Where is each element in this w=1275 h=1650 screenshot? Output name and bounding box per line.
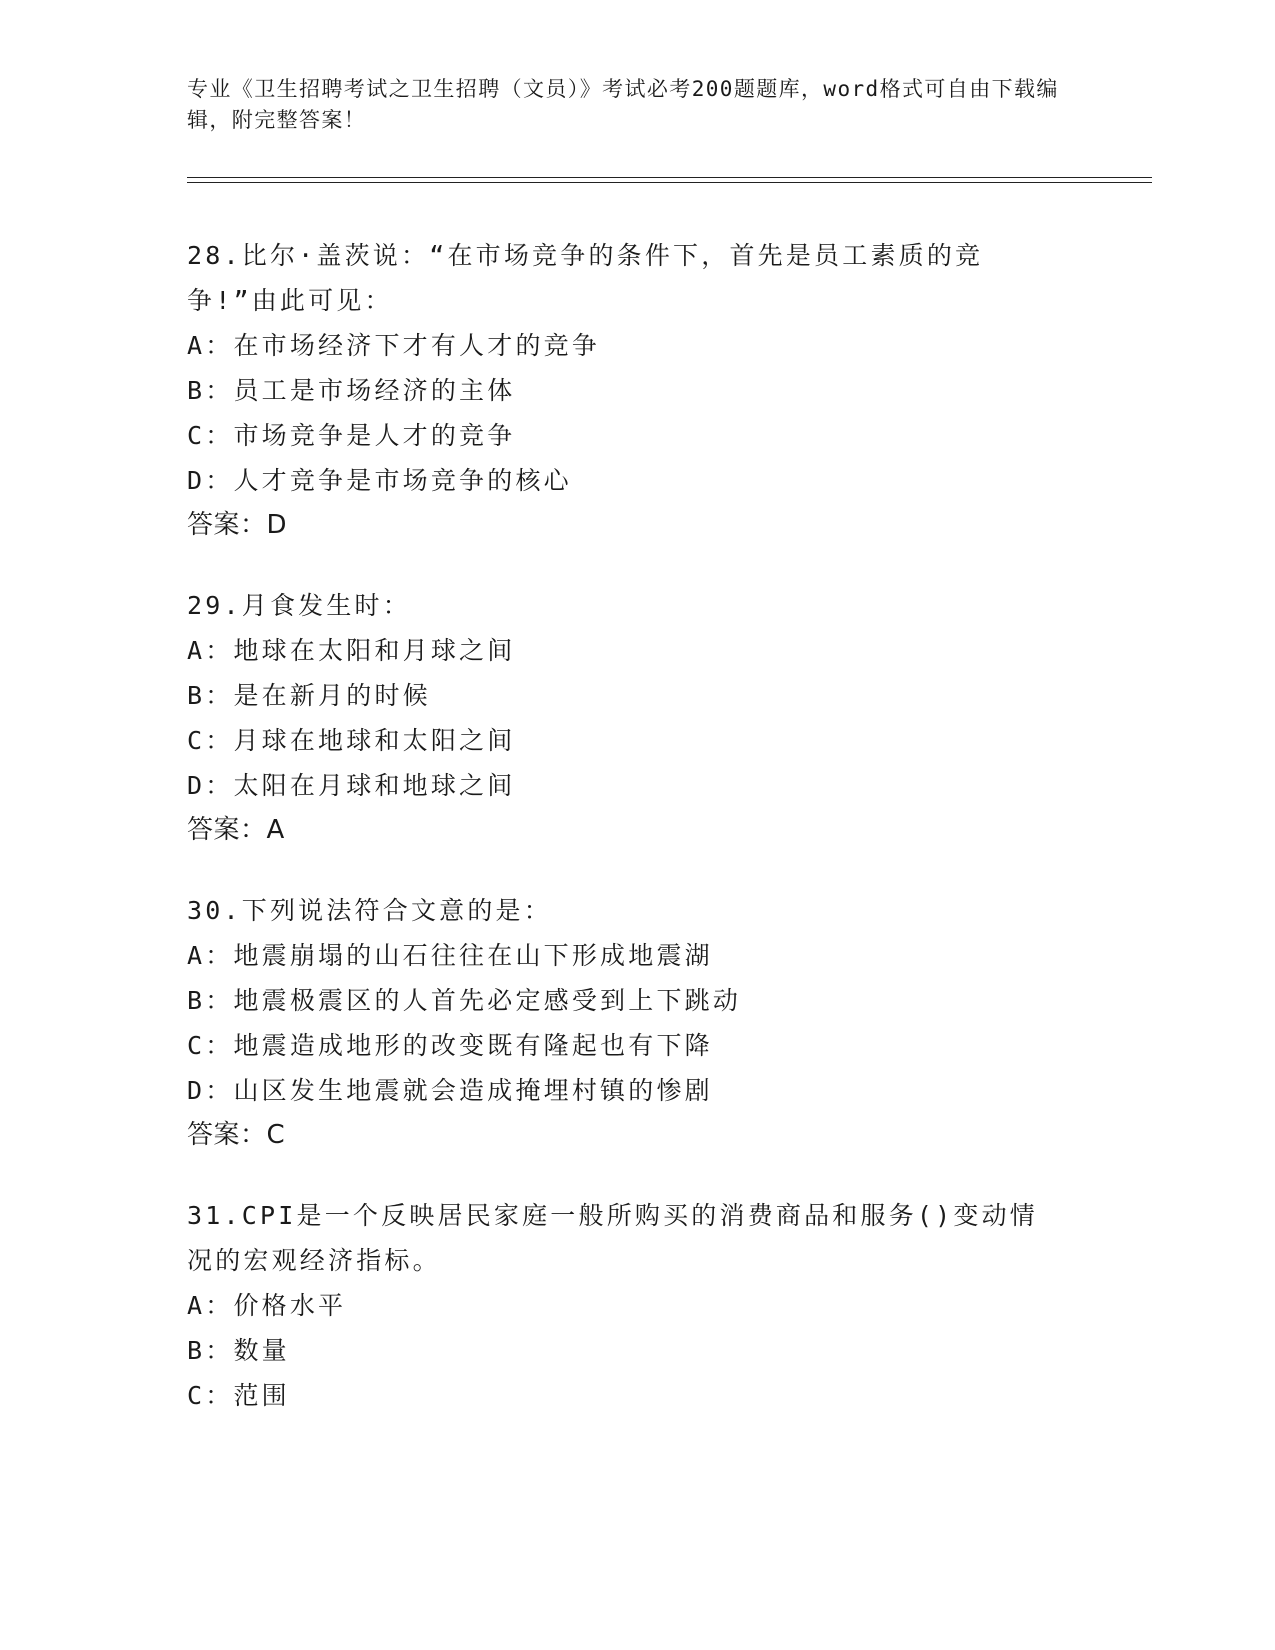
question-stem: 30.下列说法符合文意的是： <box>187 896 552 925</box>
option-d: D：山区发生地震就会造成掩埋村镇的惨剧 <box>187 1076 713 1105</box>
option-c: C：月球在地球和太阳之间 <box>187 726 516 755</box>
option-c: C：地震造成地形的改变既有隆起也有下降 <box>187 1031 713 1060</box>
option-b: B：员工是市场经济的主体 <box>187 376 516 405</box>
option-b: B：是在新月的时候 <box>187 681 431 710</box>
question-30 <box>187 888 1087 1158</box>
answer-line: 答案：C <box>187 1120 286 1150</box>
question-list <box>187 233 1087 1453</box>
question-stem: 29.月食发生时： <box>187 591 411 620</box>
option-c: C：市场竞争是人才的竞争 <box>187 421 516 450</box>
option-b: B：数量 <box>187 1336 290 1365</box>
header-divider-bottom <box>187 182 1152 183</box>
option-a: A：价格水平 <box>187 1291 347 1320</box>
question-29 <box>187 583 1087 853</box>
option-b: B：地震极震区的人首先必定感受到上下跳动 <box>187 986 742 1015</box>
question-stem: 31.CPI是一个反映居民家庭一般所购买的消费商品和服务()变动情况的宏观经济指标。 <box>187 1201 1039 1275</box>
option-c: C：范围 <box>187 1381 290 1410</box>
question-28 <box>187 233 1087 548</box>
answer-line: 答案：D <box>187 510 288 540</box>
question-stem: 28.比尔·盖茨说：“在市场竞争的条件下，首先是员工素质的竞争!”由此可见： <box>187 241 984 315</box>
header-divider-top <box>187 177 1152 178</box>
option-d: D：太阳在月球和地球之间 <box>187 771 516 800</box>
document-intro: 专业《卫生招聘考试之卫生招聘（文员）》考试必考200题题库，word格式可自由下载编辑，附完整答案！ <box>187 77 1059 132</box>
option-a: A：地球在太阳和月球之间 <box>187 636 516 665</box>
option-d: D：人才竞争是市场竞争的核心 <box>187 466 572 495</box>
option-a: A：地震崩塌的山石往往在山下形成地震湖 <box>187 941 713 970</box>
answer-line: 答案：A <box>187 815 285 845</box>
question-31 <box>187 1193 1087 1418</box>
option-a: A：在市场经济下才有人才的竞争 <box>187 331 601 360</box>
